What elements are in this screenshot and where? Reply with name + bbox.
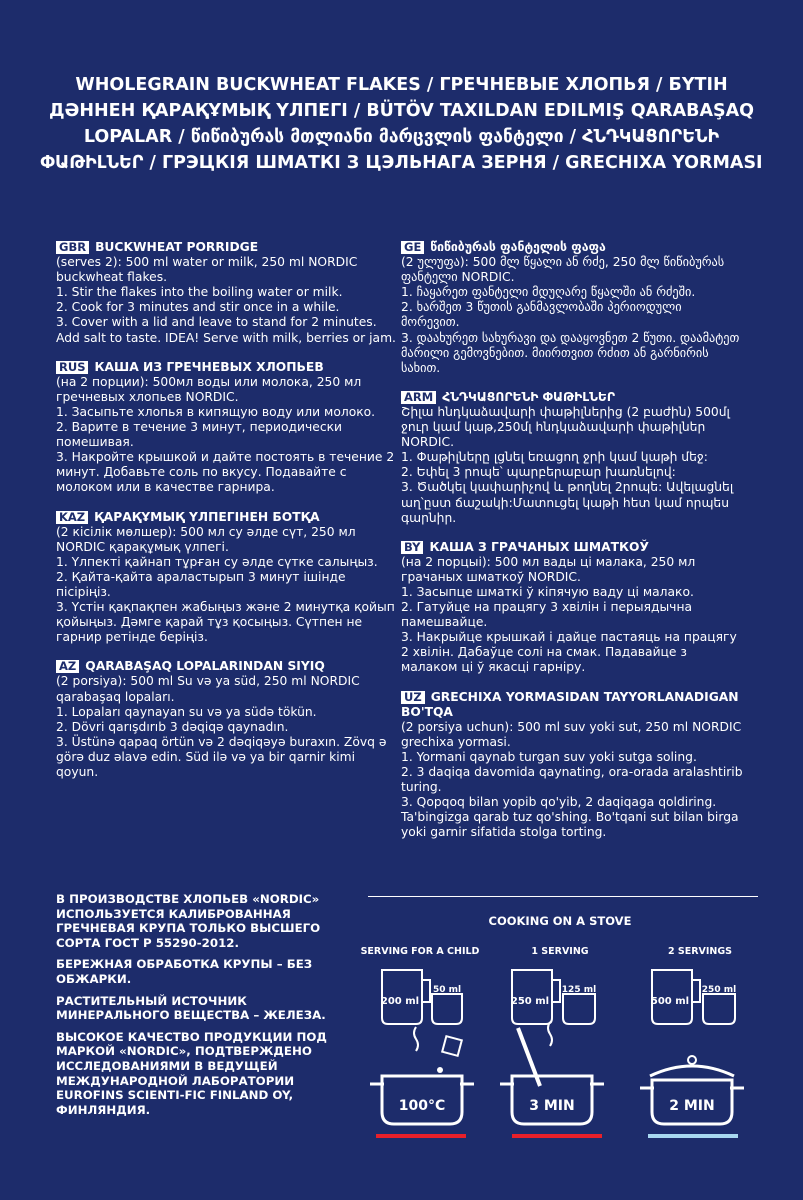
heading-arm: ՀՆԴԿԱՑՈՐԵՆԻ ՓԱԹԻԼՆԵՐ xyxy=(442,389,616,404)
stove-title: COOKING ON A STOVE xyxy=(488,914,632,928)
lang-code-arm: ARM xyxy=(401,391,436,404)
right-column xyxy=(401,240,743,854)
info-paragraph: БЕРЕЖНАЯ ОБРАБОТКА КРУПЫ – БЕЗ ОБЖАРКИ. xyxy=(56,957,313,986)
section-ge xyxy=(401,240,743,376)
flakes-volume-child: 50 ml xyxy=(432,985,462,995)
flakes-icon xyxy=(442,1036,462,1056)
cup-icon xyxy=(432,994,462,1024)
heading-rus: КАША ИЗ ГРЕЧНЕВЫХ ХЛОПЬЕВ xyxy=(94,359,324,374)
lid-icon xyxy=(650,1066,734,1076)
cup-icon xyxy=(563,994,595,1024)
jug-handle-icon xyxy=(552,980,560,1002)
lang-code-rus: RUS xyxy=(56,361,88,374)
liquid-volume-1: 250 ml xyxy=(510,996,550,1007)
jug-handle-icon xyxy=(692,980,700,1002)
stove-instructions xyxy=(360,896,760,1166)
serving-label-2: 2 SERVINGS xyxy=(667,946,733,957)
flakes-volume-1: 125 ml xyxy=(561,985,597,995)
section-arm xyxy=(401,390,743,526)
stove-graphics xyxy=(360,896,760,1146)
step-temperature: 100°C xyxy=(398,1098,446,1114)
jug-group-child xyxy=(381,970,462,1024)
section-uz xyxy=(401,690,743,841)
info-paragraph: РАСТИТЕЛЬНЫЙ ИСТОЧНИК МИНЕРАЛЬНОГО ВЕЩЕСТВА – ЖЕЛЕЗА. xyxy=(56,993,326,1023)
steam-icon xyxy=(414,1027,418,1051)
pot-boiling xyxy=(370,1027,474,1124)
heading-kaz: ҚАРАҚҰМЫҚ ҮЛПЕГІНЕН БОТҚА xyxy=(94,509,320,524)
lang-code-ge: GE xyxy=(401,241,424,254)
heading-uz: GRECHIXA YORMASIDAN TAYYORLANADIGAN BO'TQA xyxy=(401,689,739,719)
jug-handle-icon xyxy=(422,980,430,1002)
section-az xyxy=(56,659,398,780)
step-cook-time: 3 MIN xyxy=(529,1098,575,1114)
liquid-volume-child: 200 ml xyxy=(380,996,420,1007)
steam-icon xyxy=(548,1022,552,1046)
body-ge: (2 ულუფა): 500 მლ წყალი ან რძე, 250 მლ წიწიბურას ფანტელი NORDIC. 1. ჩაყარეთ ფანტელი მდუღარე წყალში ან რძეში. 2. ხარშეთ 3 წუთის განმავლობაში პერიოდული მორევით. 3. დაახურეთ სახურავი და დააყოვნეთ 2 წუთი. დაამატეთ მარილი გემოვნებით. მიირთვით რძით ან გარნირის სახით. xyxy=(401,255,740,375)
left-column xyxy=(56,240,398,794)
step-rest-time: 2 MIN xyxy=(669,1098,715,1114)
heat-bar-red xyxy=(376,1134,466,1138)
heat-bar-off xyxy=(648,1134,738,1138)
pot-covered xyxy=(640,1056,744,1124)
liquid-volume-2: 500 ml xyxy=(650,996,690,1007)
jug-group-2 xyxy=(651,970,736,1024)
flakes-volume-2: 250 ml xyxy=(701,985,737,995)
info-paragraph: ВЫСОКОЕ КАЧЕСТВО ПРОДУКЦИИ ПОД МАРКОЙ «NORDIC», ПОДТВЕРЖДЕНО ИССЛЕДОВАНИЯМИ В ВЕДУЩЕЙ МЕЖДУНАРОДНОЙ ЛАБОРАТОРИИ EUROFINS SCIENTI-FIC FINLAND OY, ФИНЛЯНДИЯ. xyxy=(56,1029,327,1117)
cup-icon xyxy=(703,994,735,1024)
heading-ge: წიწიბურას ფანტელის ფაფა xyxy=(430,240,606,254)
section-rus xyxy=(56,360,398,496)
info-paragraph: В ПРОИЗВОДСТВЕ ХЛОПЬЕВ «NORDIC» ИСПОЛЬЗУЕТСЯ КАЛИБРОВАННАЯ ГРЕЧНЕВАЯ КРУПА ТОЛЬКО ВЫСШЕГО СОРТА ГОСТ Р 55290-2012. xyxy=(56,892,321,950)
pot-stirring xyxy=(500,1022,604,1124)
body-kaz: (2 кісілік мөлшер): 500 мл су әлде сүт, 250 мл NORDIC қарақұмық үлпегі. 1. Үлпекті қайнап тұрған су әлде сүтке салыңыз. 2. Қайта-қайта араластырып 3 минут ішінде пісіріңіз. 3. Үстін қақпақпен жабыңыз және 2 минутқа қойып қойыңыз. Дәмге қарай тұз қосыңыз. Сүтпен не гарнир ретінде беріңіз. xyxy=(56,524,395,645)
serving-label-child: SERVING FOR A CHILD xyxy=(360,946,480,957)
body-arm: Շիլա հնդկաձավարի փաթիլներից (2 բաժին) 500մլ ջուր կամ կաթ,250մլ հնդկաձավարի փաթիլներ NORDIC. 1. Փաթիլները լցնել եռացող ջրի կամ կաթի մեջ: 2. Եփել 3 րոպե՝ պարբերաբար խառնելով: 3. Ծածկել կափարիչով և թողնել 2րոպե: Ավելացնել աղ՝ըստ ճաշակի:Մատուցել կաթի հետ կամ որպես գարնիր. xyxy=(401,404,734,525)
body-gbr: (serves 2): 500 ml water or milk, 250 ml NORDIC buckwheat flakes. 1. Stir the flakes into the boiling water or milk. 2. Cook for 3 minutes and stir once in a while. 3. Cover with a lid and leave to stand for 2 minutes. Add salt to taste. IDEA! Serve with milk, berries or jam. xyxy=(56,255,396,345)
heat-bar-red xyxy=(512,1134,602,1138)
body-rus: (на 2 порции): 500мл воды или молока, 250 мл гречневых хлопьев NORDIC. 1. Засыпьте хлопья в кипящую воду или молоко. 2. Варите в течение 3 минут, периодически помешивая. 3. Накройте крышкой и дайте постоять в течение 2 минут. Добавьте соль по вкусу. Подавайте с молоком или в качестве гарнира. xyxy=(56,374,395,495)
jug-group-1 xyxy=(511,970,596,1024)
section-by xyxy=(401,540,743,676)
lang-code-kaz: KAZ xyxy=(56,511,88,524)
lid-knob-icon xyxy=(688,1056,696,1064)
product-title: WHOLEGRAIN BUCKWHEAT FLAKES / ГРЕЧНЕВЫЕ ХЛОПЬЯ / БҮТІН ДӘННЕН ҚАРАҚҰМЫҚ ҮЛПЕГІ / BÜTÖV TAXILDAN EDILMIŞ QARABAŞAQ LOPALAR / წიწიბურას მთლიანი მარცვლის ფანტელი / ՀՆԴԿԱՑՈՐԵՆԻ ՓԱԹԻԼՆԵՐ / ГРЭЦКІЯ ШМАТКІ З ЦЭЛЬНАГА ЗЕРНЯ / GRECHIXA YORMASI xyxy=(40,75,763,173)
lang-code-by: BY xyxy=(401,541,423,554)
bubble-icon xyxy=(437,1067,443,1073)
section-gbr xyxy=(56,240,398,346)
heading-gbr: BUCKWHEAT PORRIDGE xyxy=(95,240,259,254)
lang-code-gbr: GBR xyxy=(56,241,89,254)
section-kaz xyxy=(56,510,398,646)
serving-label-1: 1 SERVING xyxy=(531,946,589,957)
product-info xyxy=(56,892,346,1124)
body-uz: (2 porsiya uchun): 500 ml suv yoki sut, 250 ml NORDIC grechixa yormasi. 1. Yormani qaynab turgan suv yoki sutga soling. 2. 3 daqiqa davomida qaynating, ora-orada aralashtirib turing. 3. Qopqoq bilan yopib qo'yib, 2 daqiqaga qoldiring. Ta'bingizga qarab tuz qo'shing. Bo'tqani sut bilan birga yoki garnir sifatida stolga torting. xyxy=(401,719,743,840)
body-by: (на 2 порцыі): 500 мл вады ці малака, 250 мл грачаных шматкоў NORDIC. 1. Засыпце шматкі ў кіпячую ваду ці малако. 2. Гатуйце на працягу 3 хвілін і перыядычна памешвайце. 3. Накрыйце крышкай і дайце пастаяць на працягу 2 хвілін. Дабаўце солі на смак. Падавайце з малаком ці ў якасці гарніру. xyxy=(401,554,737,675)
heading-az: QARABAŞAQ LOPALARINDAN SIYIQ xyxy=(85,659,325,674)
lang-code-az: AZ xyxy=(56,660,79,673)
body-az: (2 porsiya): 500 ml Su və ya süd, 250 ml NORDIC qarabaşaq lopaları. 1. Lopaları qaynayan su və ya südə tökün. 2. Dövri qarışdırıb 3 dəqiqə qaynadın. 3. Üstünə qapaq örtün və 2 dəqiqəyə buraxın. Zövq ə görə duz əlavə edin. Süd ilə və ya bir qarnir kimi qoyun. xyxy=(56,674,387,779)
lang-code-uz: UZ xyxy=(401,691,425,704)
heading-by: КАША З ГРАЧАНЫХ ШМАТКОЎ xyxy=(429,539,649,554)
